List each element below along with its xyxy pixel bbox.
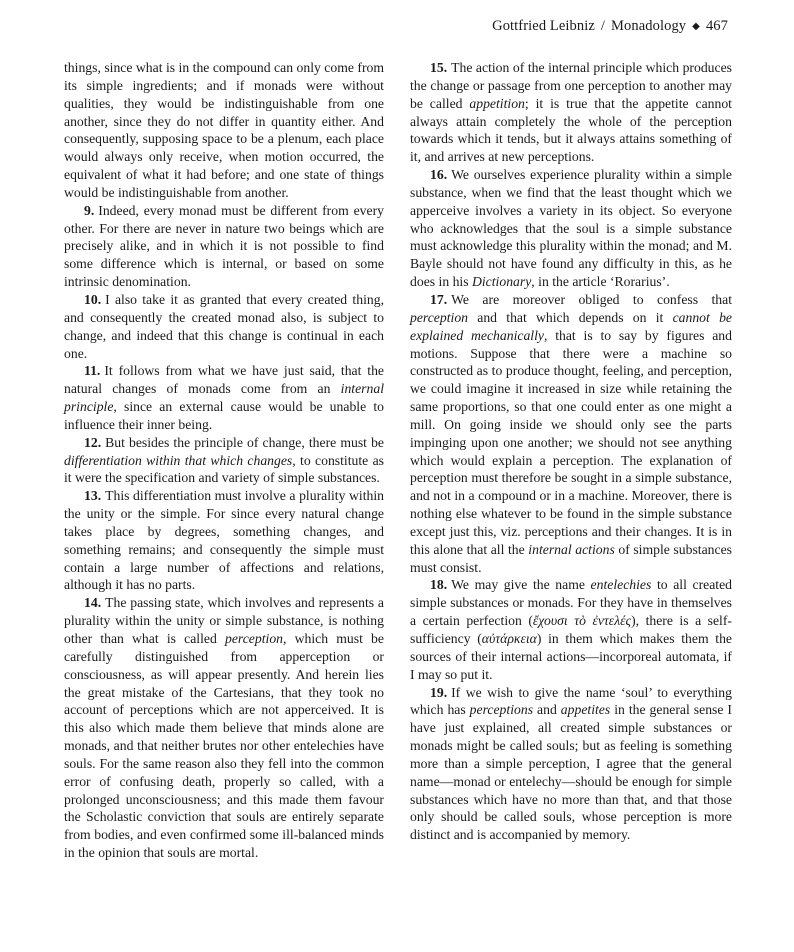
- paragraph-number: 10.: [84, 291, 102, 307]
- paragraph-13: 13. This differentiation must involve a plurality within the unity or the simple. For since every natural change takes place by degrees, something changes, and something remains; and consequently the simple must contain a large number of affections and relations, although it has no parts.: [64, 488, 384, 593]
- header-author: Gottfried Leibniz: [492, 18, 595, 34]
- paragraph-19: 19. If we wish to give the name ‘soul’ to everything which has perceptions and appetites in the general sense I have just explained, all created simple substances or monads might be called souls; but as feeling is something more than a simple perception, I agree that the general name—monad or entelechy—should be enough for simple substances which have no more than that, and that those only should be called souls, whose perception is more distinct and is accompanied by memory.: [410, 684, 732, 843]
- paragraph-number: 16.: [430, 167, 448, 183]
- header-work: Monadology: [611, 18, 687, 34]
- right-column: [410, 59, 732, 844]
- paragraph-number: 9.: [84, 202, 95, 218]
- page-number: 467: [705, 18, 728, 34]
- paragraph-number: 11.: [84, 363, 101, 379]
- paragraph-10: 10. I also take it as granted that every created thing, and consequently the created monad also, is subject to change, and indeed that this change is continual in each one.: [64, 291, 384, 361]
- paragraph-number: 14.: [84, 595, 102, 611]
- paragraph-number: 18.: [430, 577, 448, 593]
- greek-word: αὐτάρκεια: [481, 631, 537, 646]
- paragraph-16: 16. We ourselves experience plurality within a simple substance, when we find that the least thought which we apperceive involves a variety in its object. So everyone who acknowledges that the soul is a simple substance must acknowledge this plurality within the monad; and M. Bayle should not have found any difficulty in this, as he does in his Dictionary, in the article ‘Rorarius’.: [410, 167, 732, 290]
- paragraph-17: 17. We are moreover obliged to confess that perception and that which depends on it cannot be explained mechanically, that is to say by figures and motions. Suppose that there were a machine so constructed as to produce thought, feeling, and perception, we could imagine it increased in size while retaining the same proportions, so that one could enter as one might a mill. On going inside we should only see the parts impinging upon one another; we should not see anything which would explain a perception. The explanation of perception must therefore be sought in a simple substance, and not in a compound or in a machine. Moreover, there is nothing else whatever to be found in the simple substance except just this, viz. perceptions and their changes. It is in this alone that all the internal actions of simple substances must consist.: [410, 291, 732, 575]
- paragraph-number: 15.: [430, 60, 448, 75]
- paragraph-number: 19.: [430, 684, 448, 700]
- greek-phrase: ἔχουσι τὸ ἐντελές: [532, 613, 632, 629]
- paragraph-9: 9. Indeed, every monad must be different from every other. For there are never in nature two beings which are precisely alike, and in which it is not possible to find some difference which is internal, or based on some intrinsic denomination.: [64, 202, 384, 290]
- running-header: [492, 18, 728, 35]
- paragraph-number: 12.: [84, 434, 102, 450]
- paragraph-11: 11. It follows from what we have just said, that the natural changes of monads come from an internal principle, since an external cause would be unable to influence their inner being.: [64, 363, 384, 432]
- paragraph-15: 15. The action of the internal principle which produces the change or passage from one perception to another may be called appetition; it is true that the appetite cannot always attain completely the whole of the perception towards which it tends, but it always attains something of it, and arrives at new perceptions.: [410, 60, 732, 165]
- diamond-icon: ◆: [692, 21, 700, 32]
- paragraph-12: 12. But besides the principle of change, there must be differentiation within that which changes, to constitute as it were the specification and variety of simple substances.: [64, 434, 384, 486]
- paragraph-continued: things, since what is in the compound can only come from its simple ingredients; and if monads were without qualities, they would be indistinguishable from one another, since they do not differ in quantity either. And consequently, supposing space to be a plenum, each place would always only receive, when motion occurred, the equivalent of what it had before; and one state of things would be indistinguishable from another.: [64, 60, 384, 200]
- paragraph-number: 13.: [84, 488, 102, 504]
- paragraph-18: 18. We may give the name entelechies to all created simple substances or monads. For they have in themselves a certain perfection (ἔχουσι τὸ ἐντελές), there is a self-sufficiency (αὐτάρκεια) in them which makes them the sources of their internal actions—incorporeal automata, if I may so put it.: [410, 577, 732, 682]
- paragraph-14: 14. The passing state, which involves and represents a plurality within the unity or simple substance, is nothing other than what is called perception, which must be carefully distinguished from apperception or consciousness, as will appear presently. And herein lies the great mistake of the Cartesians, that they took no account of perceptions which are not apperceived. It is this also which made them believe that minds alone are monads, and that neither brutes nor other entelechies have souls. For the same reason also they fell into the common error of confusing death, properly so called, with a prolonged unconsciousness; and this made them favour the Scholastic conviction that souls are entirely separate from bodies, and even confirmed some ill-balanced minds in the opinion that souls are mortal.: [64, 595, 384, 861]
- left-column: [64, 59, 384, 862]
- header-separator: /: [600, 18, 606, 34]
- paragraph-number: 17.: [430, 291, 448, 307]
